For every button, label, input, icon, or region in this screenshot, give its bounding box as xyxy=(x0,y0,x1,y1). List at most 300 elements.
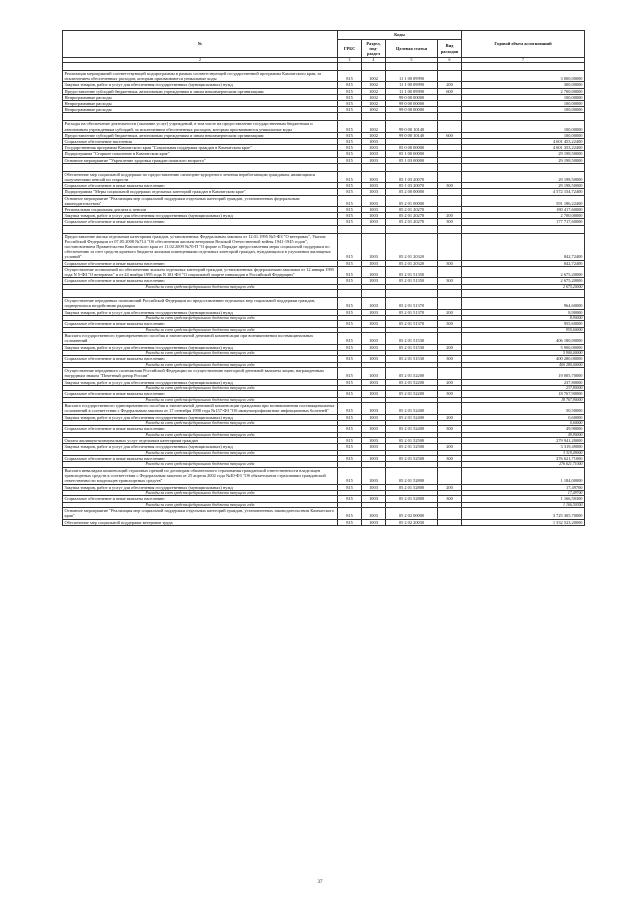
target-article-code: 05 2 01 51370 xyxy=(386,309,438,315)
table-row xyxy=(63,266,585,277)
section-code: 1002 xyxy=(362,132,386,138)
expense-type-code xyxy=(438,403,462,414)
target-article-code: 05 2 01 52200 xyxy=(386,379,438,385)
section-code: 1003 xyxy=(362,467,386,484)
column-index: 4 xyxy=(362,58,386,63)
annual-amount: 29 198,50000 xyxy=(462,151,585,157)
item-name: Социальное обеспечение и иные выплаты населению xyxy=(63,260,338,266)
annual-amount: 4 601 353,22400 xyxy=(462,145,585,151)
empty-cell xyxy=(362,63,386,71)
expense-type-code xyxy=(438,266,462,277)
section-code: 1003 xyxy=(362,139,386,145)
section-code: 1002 xyxy=(362,101,386,107)
section-code: 1002 xyxy=(362,71,386,82)
grbs-code: 815 xyxy=(338,157,362,163)
note-label: Расходы за счет средств федерального бюджета текущего года xyxy=(63,462,338,468)
expense-type-code: 600 xyxy=(438,132,462,138)
annual-amount: 3 725 305,70000 xyxy=(462,508,585,519)
annual-amount: 4 572 154,72400 xyxy=(462,189,585,195)
expense-type-code: 300 xyxy=(438,496,462,502)
note-amount: 1 166,50300 xyxy=(462,502,585,508)
table-row xyxy=(63,508,585,519)
section-code: 1003 xyxy=(362,298,386,309)
item-name: Закупка товаров, работ и услуг для обеспечения государственных (муниципальных) нужд xyxy=(63,82,338,88)
grbs-code: 815 xyxy=(338,391,362,397)
item-name: Закупка товаров, работ и услуг для обеспечения государственных (муниципальных) нужд xyxy=(63,414,338,420)
target-article-code: 05 2 01 51370 xyxy=(386,321,438,327)
empty-cell xyxy=(362,290,386,298)
annual-amount: 2 675,20000 xyxy=(462,278,585,284)
column-index: 5 xyxy=(386,58,438,63)
expense-type-code: 200 xyxy=(438,309,462,315)
target-article-code: 05 2 01 20270 xyxy=(386,207,438,213)
empty-cell xyxy=(386,290,438,298)
section-code: 1003 xyxy=(362,414,386,420)
item-name: Социальное обеспечение и иные выплаты населению xyxy=(63,356,338,362)
grbs-code: 815 xyxy=(338,219,362,225)
table-header xyxy=(63,31,585,63)
expense-type-code xyxy=(438,233,462,260)
annual-amount: 279 941,20000 xyxy=(462,438,585,444)
spacer-row xyxy=(63,63,585,71)
table-row xyxy=(63,519,585,525)
section-code: 1003 xyxy=(362,344,386,350)
annual-amount: 2 700,00000 xyxy=(462,213,585,219)
column-index: 7 xyxy=(462,58,585,63)
item-name: Осуществление переданных полномочий Российской Федерации по предоставлению отдельных мер социальной поддержки граждан, подвергшихся воздействию радиации xyxy=(63,298,338,309)
expense-type-code: 200 xyxy=(438,82,462,88)
target-article-code: 05 1 03 20070 xyxy=(386,171,438,182)
annual-amount: 842,72400 xyxy=(462,260,585,266)
grbs-code: 815 xyxy=(338,145,362,151)
item-name: Закупка товаров, работ и услуг для обеспечения государственных (муниципальных) нужд xyxy=(63,344,338,350)
target-article-code: 99 0 00 00000 xyxy=(386,107,438,113)
section-code: 1002 xyxy=(362,107,386,113)
header-section: Раздел, под-раздел xyxy=(362,40,386,58)
section-code: 1003 xyxy=(362,426,386,432)
empty-cell xyxy=(386,225,438,233)
target-article-code: 05 2 01 52200 xyxy=(386,391,438,397)
grbs-code: 815 xyxy=(338,519,362,525)
annual-amount: 29 198,50000 xyxy=(462,157,585,163)
item-name: Выплата государственного единовременного пособия и ежемесячной денежной компенсации гражданам при возникновении поствакцинальных осложнений в соответствии с Федеральным законом от 17 сентября 1998 года №157-ФЗ "Об иммунопрофилактике инфекционных болезней" xyxy=(63,403,338,414)
grbs-code: 815 xyxy=(338,403,362,414)
item-name: Социальное обеспечение и иные выплаты населению xyxy=(63,456,338,462)
target-article-code: 05 2 01 52200 xyxy=(386,368,438,379)
target-article-code: 99 0 00 00000 xyxy=(386,101,438,107)
item-name: Осуществление переданного полномочия Российской Федерации по осуществлению ежегодной денежной выплаты лицам, награжденным нагрудным знаком "Почетный донор России" xyxy=(63,368,338,379)
annual-amount: 49,90000 xyxy=(462,426,585,432)
table-body xyxy=(63,63,585,526)
note-label: Расходы за счет средств федерального бюджета текущего года xyxy=(63,327,338,333)
grbs-code: 815 xyxy=(338,195,362,206)
target-article-code: 05 2 01 52800 xyxy=(386,484,438,490)
expense-type-code xyxy=(438,508,462,519)
grbs-code: 815 xyxy=(338,484,362,490)
target-article-code: 05 2 01 52500 xyxy=(386,444,438,450)
expense-type-code: 300 xyxy=(438,260,462,266)
item-name: Основное мероприятие "Реализация мер социальной поддержки отдельных категорий граждан, установленных федеральным законодательством" xyxy=(63,195,338,206)
grbs-code: 815 xyxy=(338,101,362,107)
section-code: 1003 xyxy=(362,508,386,519)
item-name: Подпрограмма "Старшее поколение в Камчатском крае" xyxy=(63,151,338,157)
annual-amount: 50,50000 xyxy=(462,403,585,414)
grbs-code: 815 xyxy=(338,183,362,189)
table-row xyxy=(63,298,585,309)
section-code: 1003 xyxy=(362,356,386,362)
expense-type-code: 300 xyxy=(438,219,462,225)
section-code: 1003 xyxy=(362,444,386,450)
target-article-code: 05 2 01 00000 xyxy=(386,195,438,206)
target-article-code: 05 2 01 51530 xyxy=(386,356,438,362)
section-code: 1003 xyxy=(362,519,386,525)
target-article-code: 11 1 00 09990 xyxy=(386,82,438,88)
header-number: № xyxy=(63,31,338,58)
item-name: Социальное обеспечение и иные выплаты населению xyxy=(63,321,338,327)
note-amount: 3 319,49000 xyxy=(462,450,585,456)
annual-amount: 177 717,60000 xyxy=(462,219,585,225)
grbs-code: 815 xyxy=(338,456,362,462)
empty-cell xyxy=(362,113,386,121)
annual-amount: 100,00000 xyxy=(462,101,585,107)
empty-cell xyxy=(462,163,585,171)
column-index: 6 xyxy=(438,58,462,63)
target-article-code: 05 2 01 52800 xyxy=(386,496,438,502)
grbs-code: 815 xyxy=(338,438,362,444)
target-article-code: 05 2 01 51370 xyxy=(386,298,438,309)
annual-amount: 100,00000 xyxy=(462,107,585,113)
grbs-code: 815 xyxy=(338,121,362,132)
empty-cell xyxy=(338,225,362,233)
section-code: 1003 xyxy=(362,391,386,397)
section-code: 1003 xyxy=(362,189,386,195)
annual-amount: 406 180,00000 xyxy=(462,333,585,344)
annual-amount: 3 000,00000 xyxy=(462,71,585,82)
grbs-code: 815 xyxy=(338,298,362,309)
spacer-row xyxy=(63,290,585,298)
expense-type-code: 200 xyxy=(438,379,462,385)
target-article-code: 05 2 02 00000 xyxy=(386,508,438,519)
annual-amount: 2 700,00000 xyxy=(462,88,585,94)
expense-type-code xyxy=(438,171,462,182)
expense-type-code: 300 xyxy=(438,183,462,189)
annual-amount: 100,00000 xyxy=(462,132,585,138)
section-code: 1003 xyxy=(362,456,386,462)
grbs-code: 815 xyxy=(338,171,362,182)
target-article-code: 05 2 01 52500 xyxy=(386,456,438,462)
empty-cell xyxy=(386,163,438,171)
section-code: 1003 xyxy=(362,379,386,385)
grbs-code: 815 xyxy=(338,278,362,284)
annual-amount: 4 601 453,22400 xyxy=(462,139,585,145)
grbs-code: 815 xyxy=(338,207,362,213)
note-amount: 237,80000 xyxy=(462,385,585,391)
empty-cell xyxy=(462,225,585,233)
expense-type-code: 200 xyxy=(438,344,462,350)
empty-cell xyxy=(362,225,386,233)
grbs-code: 815 xyxy=(338,496,362,502)
annual-amount: 237,80000 xyxy=(462,379,585,385)
target-article-code: 99 0 00 00000 xyxy=(386,94,438,100)
item-name: Расходы на обеспечение деятельности (оказание услуг) учреждений, в том числе на предоставление государственным бюджетным и автономным учреждениям субсидий, за исключением обеспеченных расходов, которым присваиваются уникальные коды xyxy=(63,121,338,132)
empty-cell xyxy=(63,163,338,171)
expense-type-code xyxy=(438,467,462,484)
column-index: 2 xyxy=(63,58,338,63)
item-name: Выплата инвалидам компенсаций страховых премий по договорам обязательного страхования гражданской ответственности владельцев транспортных средств в соответствии с Федеральным законом от 25 апреля 2002 года №40-ФЗ "Об обязательном страховании гражданской ответственности владельцев транспортных средств" xyxy=(63,467,338,484)
section-code: 1003 xyxy=(362,151,386,157)
empty-cell xyxy=(63,225,338,233)
expense-type-code xyxy=(438,519,462,525)
item-name: Оплата жилищно-коммунальных услуг отдельным категориям граждан xyxy=(63,438,338,444)
expense-type-code: 200 xyxy=(438,444,462,450)
item-name: Обеспечение мер социальной поддержки ветеранов труда xyxy=(63,519,338,525)
page-number: 37 xyxy=(317,880,323,885)
section-code: 1003 xyxy=(362,233,386,260)
table-row xyxy=(63,403,585,414)
note-label: Расходы за счет средств федерального бюджета текущего года xyxy=(63,284,338,290)
annual-amount: 180 417,60000 xyxy=(462,207,585,213)
grbs-code: 815 xyxy=(338,309,362,315)
note-amount: 8,90000 xyxy=(462,315,585,321)
item-name: Реализация мероприятий соответствующей подпрограммы в рамках соответствующей государственной программы Камчатского края, за исключением обеспеченных расходов, которым присваиваются уникальные коды xyxy=(63,71,338,82)
note-amount: 400 280,00000 xyxy=(462,362,585,368)
annual-amount: 100,00000 xyxy=(462,94,585,100)
grbs-code: 815 xyxy=(338,233,362,260)
section-code: 1003 xyxy=(362,438,386,444)
table-row xyxy=(63,121,585,132)
table-row xyxy=(63,195,585,206)
annual-amount: 5 900,00000 xyxy=(462,344,585,350)
item-name: Предоставление субсидий бюджетным, автономным учреждениям и иным некоммерческим организациям xyxy=(63,88,338,94)
note-label: Расходы за счет средств федерального бюджета текущего года xyxy=(63,420,338,426)
item-name: Предоставление субсидий бюджетным, автономным учреждениям и иным некоммерческим организациям xyxy=(63,132,338,138)
section-code: 1003 xyxy=(362,266,386,277)
annual-amount: 29 198,50000 xyxy=(462,183,585,189)
table-row xyxy=(63,467,585,484)
expense-type-code xyxy=(438,121,462,132)
target-article-code: 05 2 01 52500 xyxy=(386,438,438,444)
annual-amount: 29 198,50000 xyxy=(462,171,585,182)
grbs-code: 815 xyxy=(338,94,362,100)
expense-type-code: 200 xyxy=(438,484,462,490)
item-name: Закупка товаров, работ и услуг для обеспечения государственных (муниципальных) нужд xyxy=(63,444,338,450)
grbs-code: 815 xyxy=(338,260,362,266)
item-name: Непрограммные расходы xyxy=(63,107,338,113)
grbs-code: 815 xyxy=(338,321,362,327)
section-code: 1003 xyxy=(362,145,386,151)
grbs-code: 815 xyxy=(338,426,362,432)
table-row xyxy=(63,171,585,182)
target-article-code: 11 1 00 09990 xyxy=(386,71,438,82)
item-name: Социальное обеспечение и иные выплаты населению xyxy=(63,496,338,502)
table-row xyxy=(63,71,585,82)
grbs-code: 815 xyxy=(338,82,362,88)
expense-type-code: 300 xyxy=(438,391,462,397)
grbs-code: 815 xyxy=(338,71,362,82)
expense-type-code xyxy=(438,368,462,379)
target-article-code: 99 0 00 10140 xyxy=(386,121,438,132)
empty-cell xyxy=(63,63,338,71)
header-target-article: Целевая статья xyxy=(386,40,438,58)
table-row xyxy=(63,233,585,260)
grbs-code: 815 xyxy=(338,107,362,113)
annual-amount: 955,60000 xyxy=(462,321,585,327)
column-index: 3 xyxy=(338,58,362,63)
grbs-code: 815 xyxy=(338,266,362,277)
item-name: Осуществление полномочий по обеспечению жильем отдельных категорий граждан, установленных федеральными законами от 12 января 1995 года N 5-ФЗ "О ветеранах" и от 24 ноября 1995 года N 181-ФЗ "О социальной защите инвалидов в Российской Федерации" xyxy=(63,266,338,277)
empty-cell xyxy=(438,63,462,71)
expense-type-code xyxy=(438,71,462,82)
note-amount: 17,49700 xyxy=(462,490,585,496)
target-article-code: 05 1 03 20070 xyxy=(386,183,438,189)
item-name: Закупка товаров, работ и услуг для обеспечения государственных (муниципальных) нужд xyxy=(63,309,338,315)
section-code: 1003 xyxy=(362,219,386,225)
target-article-code: 05 2 01 51350 xyxy=(386,266,438,277)
target-article-code: 05 2 01 20320 xyxy=(386,233,438,260)
spacer-row xyxy=(63,163,585,171)
item-name: Закупка товаров, работ и услуг для обеспечения государственных (муниципальных) нужд xyxy=(63,484,338,490)
target-article-code: 05 1 00 00000 xyxy=(386,151,438,157)
grbs-code: 815 xyxy=(338,368,362,379)
item-name: Основное мероприятие "Укрепление здоровья граждан пожилого возраста" xyxy=(63,157,338,163)
item-name: Государственная программа Камчатского края "Социальная поддержка граждан в Камчатском крае" xyxy=(63,145,338,151)
spacer-row xyxy=(63,225,585,233)
item-name: Социальное обеспечение населения xyxy=(63,139,338,145)
section-code: 1003 xyxy=(362,403,386,414)
annual-amount: 17,49700 xyxy=(462,484,585,490)
expense-type-code: 300 xyxy=(438,356,462,362)
target-article-code: 05 2 01 20270 xyxy=(386,213,438,219)
expense-type-code: 300 xyxy=(438,456,462,462)
target-article-code: 05 2 01 52800 xyxy=(386,467,438,484)
empty-cell xyxy=(462,290,585,298)
grbs-code: 815 xyxy=(338,379,362,385)
item-name: Закупка товаров, работ и услуг для обеспечения государственных (муниципальных) нужд xyxy=(63,213,338,219)
empty-cell xyxy=(462,63,585,71)
section-code: 1002 xyxy=(362,94,386,100)
item-name: Социальное обеспечение и иные выплаты населению xyxy=(63,426,338,432)
item-name: Основное мероприятие "Реализация мер социальной поддержки отдельных категорий граждан, установленных законодательством Камчатского края" xyxy=(63,508,338,519)
expense-type-code xyxy=(438,298,462,309)
section-code: 1003 xyxy=(362,484,386,490)
grbs-code: 815 xyxy=(338,189,362,195)
item-name: Социальное обеспечение и иные выплаты населению xyxy=(63,183,338,189)
item-name: Непрограммные расходы xyxy=(63,101,338,107)
note-label: Расходы за счет средств федерального бюджета текущего года xyxy=(63,350,338,356)
item-name: Закупка товаров, работ и услуг для обеспечения государственных (муниципальных) нужд xyxy=(63,379,338,385)
grbs-code: 815 xyxy=(338,333,362,344)
grbs-code: 815 xyxy=(338,414,362,420)
spacer-row xyxy=(63,113,585,121)
empty-cell xyxy=(63,113,338,121)
empty-cell xyxy=(63,290,338,298)
section-code: 1002 xyxy=(362,121,386,132)
empty-cell xyxy=(386,63,438,71)
target-article-code: 05 2 01 52400 xyxy=(386,403,438,414)
annual-amount: 100,00000 xyxy=(462,121,585,132)
target-article-code: 99 0 00 10140 xyxy=(386,132,438,138)
note-label: Расходы за счет средств федерального бюджета текущего года xyxy=(63,502,338,508)
empty-cell xyxy=(462,113,585,121)
section-code: 1003 xyxy=(362,213,386,219)
grbs-code: 815 xyxy=(338,213,362,219)
annual-amount: 400 280,00000 xyxy=(462,356,585,362)
grbs-code: 815 xyxy=(338,467,362,484)
annual-amount: 842,72400 xyxy=(462,233,585,260)
note-amount: 18 767,90000 xyxy=(462,397,585,403)
target-article-code: 05 2 01 20270 xyxy=(386,219,438,225)
grbs-code: 815 xyxy=(338,344,362,350)
section-code: 1003 xyxy=(362,157,386,163)
section-code: 1003 xyxy=(362,309,386,315)
annual-amount: 1 184,00000 xyxy=(462,467,585,484)
item-name: Обеспечение мер социальной поддержки по предоставлению санаторно-курортного лечения неработающим гражданам, являющимся получателями пенсий по старости xyxy=(63,171,338,182)
note-label: Расходы за счет средств федерального бюджета текущего года xyxy=(63,385,338,391)
empty-cell xyxy=(338,290,362,298)
item-name: Подпрограмма "Меры социальной поддержки отдельных категорий граждан в Камчатском крае" xyxy=(63,189,338,195)
empty-cell xyxy=(438,225,462,233)
section-code: 1003 xyxy=(362,496,386,502)
annual-amount: 18 767,90000 xyxy=(462,391,585,397)
target-article-code: 05 0 00 00000 xyxy=(386,145,438,151)
target-article-code: 05 2 02 20030 xyxy=(386,519,438,525)
target-article-code: 05 2 01 52400 xyxy=(386,426,438,432)
expense-type-code: 300 xyxy=(438,278,462,284)
section-code: 1003 xyxy=(362,183,386,189)
empty-cell xyxy=(338,163,362,171)
note-label: Расходы за счет средств федерального бюджета текущего года xyxy=(63,450,338,456)
section-code: 1003 xyxy=(362,368,386,379)
grbs-code: 815 xyxy=(338,444,362,450)
item-name: Региональная социальная доплата к пенсии xyxy=(63,207,338,213)
item-name: Социальное обеспечение и иные выплаты населению xyxy=(63,278,338,284)
annual-amount: 3 319,49000 xyxy=(462,444,585,450)
note-amount: 49,90000 xyxy=(462,432,585,438)
header-codes: Коды xyxy=(338,31,462,40)
section-code: 1002 xyxy=(362,82,386,88)
expense-type-code: 600 xyxy=(438,88,462,94)
empty-cell xyxy=(338,63,362,71)
grbs-code: 815 xyxy=(338,88,362,94)
section-code: 1002 xyxy=(362,88,386,94)
expense-type-code: 300 xyxy=(438,426,462,432)
empty-cell xyxy=(438,290,462,298)
section-code: 1003 xyxy=(362,333,386,344)
empty-cell xyxy=(362,163,386,171)
empty-cell xyxy=(338,113,362,121)
item-name: Непрограммные расходы xyxy=(63,94,338,100)
empty-cell xyxy=(438,113,462,121)
note-amount: 2 675,20000 xyxy=(462,284,585,290)
item-name: Социальное обеспечение и иные выплаты населению xyxy=(63,219,338,225)
note-amount: 0,60000 xyxy=(462,420,585,426)
table-row xyxy=(63,333,585,344)
expense-type-code: 300 xyxy=(438,321,462,327)
grbs-code: 815 xyxy=(338,151,362,157)
annual-amount: 8,90000 xyxy=(462,309,585,315)
header-annual-volume: Годовой объем ассигнований xyxy=(462,31,585,58)
note-label: Расходы за счет средств федерального бюджета текущего года xyxy=(63,397,338,403)
annual-amount: 964,60000 xyxy=(462,298,585,309)
target-article-code: 05 1 03 00000 xyxy=(386,157,438,163)
budget-table xyxy=(62,30,585,526)
target-article-code: 05 2 01 51530 xyxy=(386,333,438,344)
section-code: 1003 xyxy=(362,278,386,284)
annual-amount: 0,60000 xyxy=(462,414,585,420)
section-code: 1003 xyxy=(362,195,386,206)
grbs-code: 815 xyxy=(338,139,362,145)
item-name: Выплата государственного единовременного пособия и ежемесячной денежной компенсации при возникновении поствакцинальных осложнений xyxy=(63,333,338,344)
